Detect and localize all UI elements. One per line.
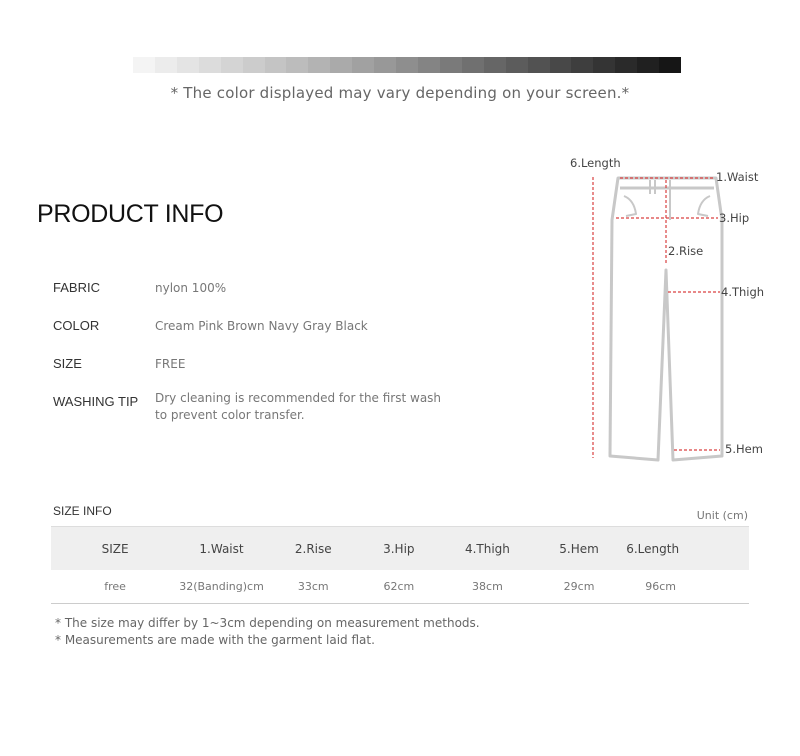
info-label: FABRIC: [53, 280, 100, 295]
color-gradient-bar: [133, 57, 681, 73]
cell-thigh: 38cm: [435, 570, 540, 604]
info-value: Dry cleaning is recommended for the first wash to prevent color transfer.: [155, 391, 442, 422]
cell-waist: 32(Banding)cm: [179, 570, 264, 604]
diagram-label-length: 6.Length: [570, 156, 621, 170]
color-swatch: [308, 57, 330, 73]
header-waist: 1.Waist: [179, 527, 264, 571]
pants-measurement-diagram: [560, 150, 800, 470]
color-swatch: [330, 57, 352, 73]
diagram-label-hip: 3.Hip: [719, 211, 750, 225]
info-label: COLOR: [53, 318, 100, 333]
diagram-label-rise: 2.Rise: [668, 244, 704, 258]
color-swatch: [593, 57, 615, 73]
color-disclaimer: * The color displayed may vary depending on your screen.*: [170, 84, 630, 102]
color-swatch: [615, 57, 637, 73]
size-table: [51, 526, 749, 604]
cell-length: 96cm: [618, 570, 749, 604]
header-rise: 2.Rise: [264, 527, 363, 571]
cell-rise: 33cm: [264, 570, 363, 604]
footnote: * The size may differ by 1~3cm depending on measurement methods.: [55, 616, 480, 630]
color-swatch: [528, 57, 550, 73]
footnotes: [55, 615, 480, 649]
header-length: 6.Length: [618, 527, 749, 571]
footnote: * Measurements are made with the garment laid flat.: [55, 633, 375, 647]
header-thigh: 4.Thigh: [435, 527, 540, 571]
header-hip: 3.Hip: [363, 527, 435, 571]
color-swatch: [637, 57, 659, 73]
cell-hip: 62cm: [363, 570, 435, 604]
color-swatch: [177, 57, 199, 73]
info-value: Cream Pink Brown Navy Gray Black: [155, 319, 368, 333]
unit-label: Unit (cm): [696, 509, 748, 522]
info-label: SIZE: [53, 356, 82, 371]
table-header-row: [51, 527, 749, 571]
diagram-label-thigh: 4.Thigh: [721, 285, 765, 299]
color-swatch: [374, 57, 396, 73]
color-swatch: [659, 57, 681, 73]
info-value: nylon 100%: [155, 281, 227, 295]
info-value: FREE: [155, 357, 186, 371]
diagram-label-hem: 5.Hem: [725, 442, 763, 456]
color-swatch: [440, 57, 462, 73]
size-info-title: SIZE INFO: [53, 504, 112, 518]
header-size: SIZE: [51, 527, 179, 571]
color-swatch: [418, 57, 440, 73]
color-swatch: [221, 57, 243, 73]
diagram-label-waist: 1.Waist: [716, 170, 759, 184]
color-swatch: [462, 57, 484, 73]
color-swatch: [506, 57, 528, 73]
color-swatch: [286, 57, 308, 73]
cell-size: free: [51, 570, 179, 604]
color-swatch: [352, 57, 374, 73]
color-swatch: [133, 57, 155, 73]
color-swatch: [265, 57, 287, 73]
color-swatch: [571, 57, 593, 73]
color-swatch: [199, 57, 221, 73]
info-label: WASHING TIP: [53, 394, 139, 409]
color-swatch: [550, 57, 572, 73]
color-swatch: [484, 57, 506, 73]
header-hem: 5.Hem: [540, 527, 618, 571]
table-row: [51, 570, 749, 604]
product-info-title: PRODUCT INFO: [37, 200, 224, 228]
color-swatch: [396, 57, 418, 73]
color-swatch: [155, 57, 177, 73]
cell-hem: 29cm: [540, 570, 618, 604]
color-swatch: [243, 57, 265, 73]
